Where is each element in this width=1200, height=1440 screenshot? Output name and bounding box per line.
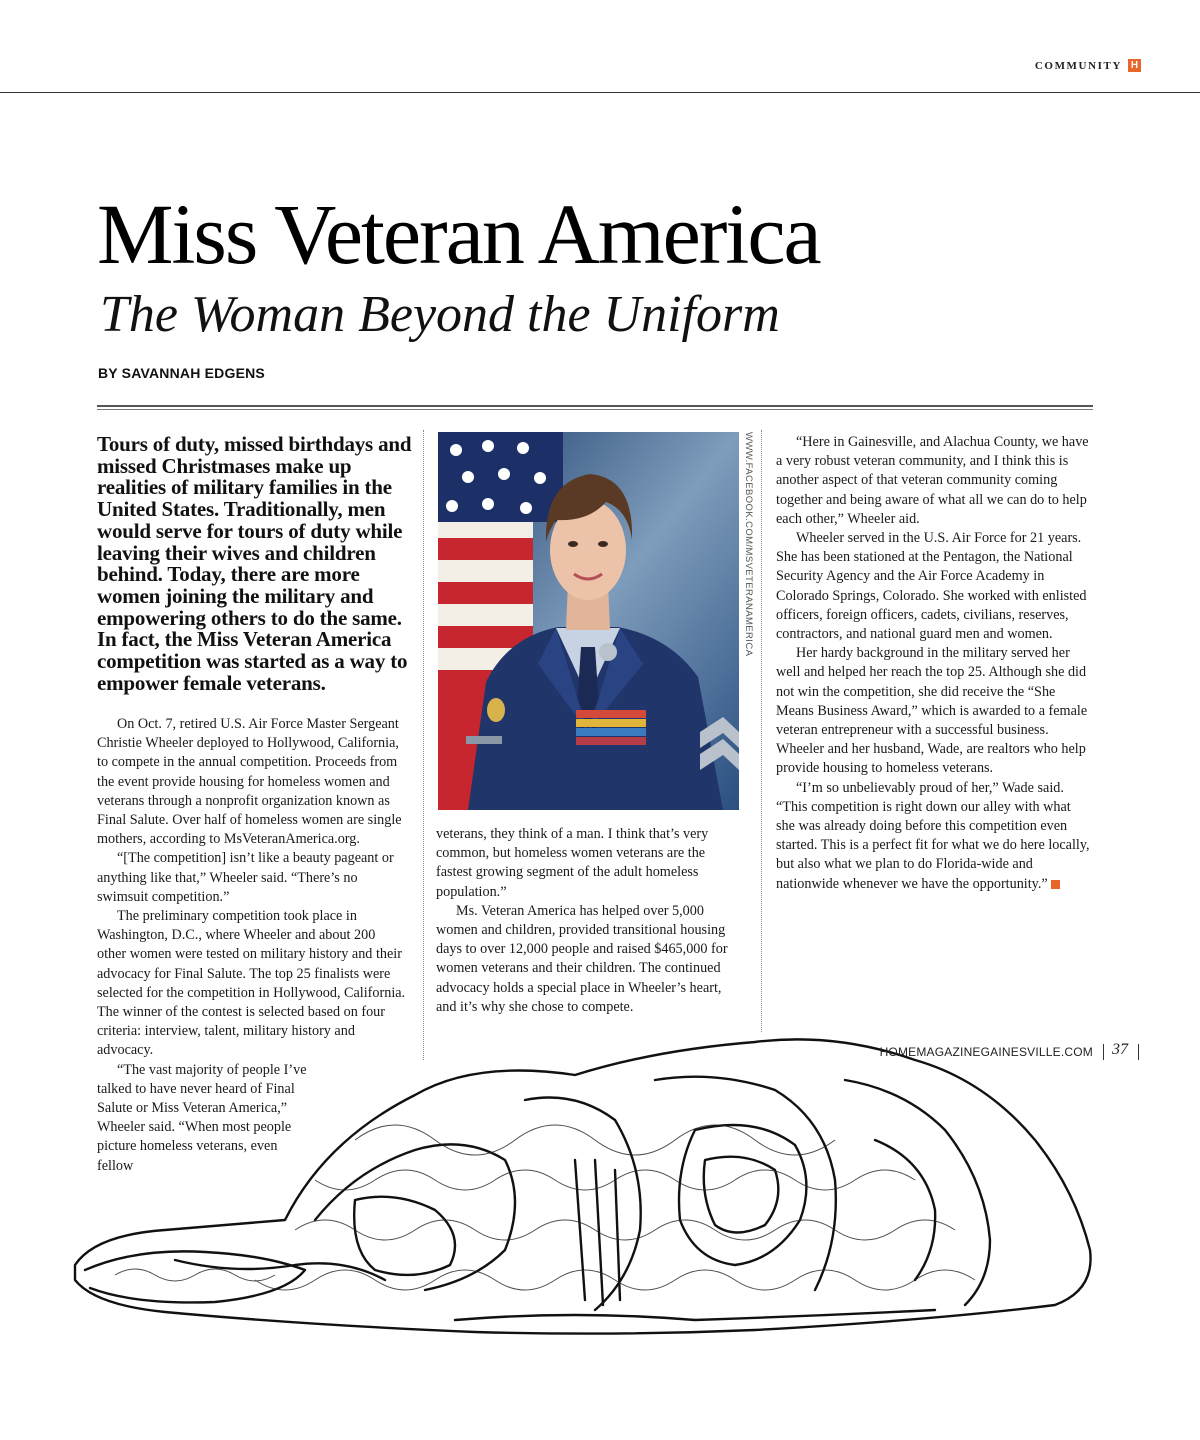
article-title: Miss Veteran America bbox=[97, 186, 820, 282]
article-subtitle: The Woman Beyond the Uniform bbox=[100, 286, 780, 343]
end-mark-icon: H bbox=[1051, 880, 1060, 889]
column-divider bbox=[761, 430, 762, 1032]
paragraph: “The vast majority of people I’ve talked to have never heard of Final Salute or Miss Veteran America,” Wheeler said. “When most people picture homeless veterans, even fellow bbox=[97, 1061, 307, 1174]
photo-credit: WWW.FACEBOOK.COM/MSVETERANAMERICA bbox=[743, 432, 754, 657]
closing-quote: “I’m so unbelievably proud of her,” Wade said. “This competition is right down our alley with what she was already doing before this competition even started. This is a perfect fit for what we do here locally, but also what we plan to do Florida-wide and nationwide whenever we have the opportunity.” bbox=[776, 779, 1090, 892]
paragraph: “Here in Gainesville, and Alachua County, we have a very robust veteran community, and I think this is another aspect of that veteran community coming together and being aware of what all we can do to help each other,” Wheeler aid. bbox=[776, 434, 1089, 527]
byline: BY SAVANNAH EDGENS bbox=[98, 365, 265, 381]
paragraph: “[The competition] isn’t like a beauty pageant or anything like that,” Wheeler said. “There’s no swimsuit competition.” bbox=[97, 850, 394, 905]
paragraph: Ms. Veteran America has helped over 5,000 women and children, provided transitional housing days to over 12,000 people and raised $465,000 for women veterans and their children. The continued advocacy holds a special place in Wheeler’s heart, and it’s why she chose to compete. bbox=[436, 902, 728, 1015]
scribble-sketch-illustration bbox=[55, 1020, 1105, 1350]
lede-paragraph: Tours of duty, missed birthdays and missed Christmases make up realities of military families in the United States. Traditionally, men would serve for tours of duty while leaving their wives and children behind. Today, there are more women joining the military and empowering others to do the same. In fact, the Miss Veteran America competition was started as a way to empower female veterans. bbox=[97, 432, 412, 695]
body-column-3 bbox=[776, 433, 1092, 894]
footer-divider bbox=[1103, 1044, 1104, 1060]
home-logo-icon: H bbox=[1128, 59, 1141, 72]
paragraph: Wheeler served in the U.S. Air Force for 21 years. She has been stationed at the Pentagon, the National Security Agency and the Air Force Academy in Colorado Springs, Colorado. She worked with enlisted officers, foreign officers, cadets, civilians, reserves, contractors, and national guard men and women. bbox=[776, 530, 1087, 643]
paragraph: The preliminary competition took place in Washington, D.C., where Wheeler and about 200 other women were tested on military history and their advocacy for Final Salute. The top 25 finalists were selected for the competition in Hollywood, California. The winner of the contest is selected based on four criteria: interview, talent, military history and advocacy. bbox=[97, 908, 406, 1059]
section-label bbox=[1035, 59, 1141, 72]
column-divider bbox=[423, 430, 424, 1060]
paragraph: veterans, they think of a man. I think that’s very common, but homeless women veterans are the fastest growing segment of the adult homeless population.” bbox=[436, 826, 709, 900]
portrait-illustration bbox=[438, 432, 739, 810]
section-name: COMMUNITY bbox=[1034, 59, 1122, 72]
paragraph bbox=[776, 779, 1092, 894]
page-number: 37 bbox=[1112, 1041, 1128, 1058]
portrait-photo bbox=[438, 432, 739, 810]
footer-website: HOMEMAGAZINEGAINESVILLE.COM bbox=[879, 1045, 1093, 1059]
paragraph: On Oct. 7, retired U.S. Air Force Master Sergeant Christie Wheeler deployed to Hollywood, California, to compete in the annual competition. Proceeds from the event provide housing for homeless women and veterans through a nonprofit organization known as Final Salute. Over half of homeless women are single mothers, according to MsVeteranAmerica.org. bbox=[97, 716, 402, 848]
footer-divider bbox=[1138, 1044, 1139, 1060]
title-rule-thin bbox=[97, 409, 1093, 410]
body-column-2 bbox=[436, 825, 742, 1017]
header-rule bbox=[0, 92, 1200, 93]
paragraph: Her hardy background in the military served her well and helped her reach the top 25. Although she did not win the competition, she did receive the “She Means Business Award,” which is awarded to a female veteran entrepreneur with a successful business. Wheeler and her husband, Wade, are realtors who help provide housing to homeless veterans. bbox=[776, 645, 1088, 777]
title-rule bbox=[97, 405, 1093, 407]
